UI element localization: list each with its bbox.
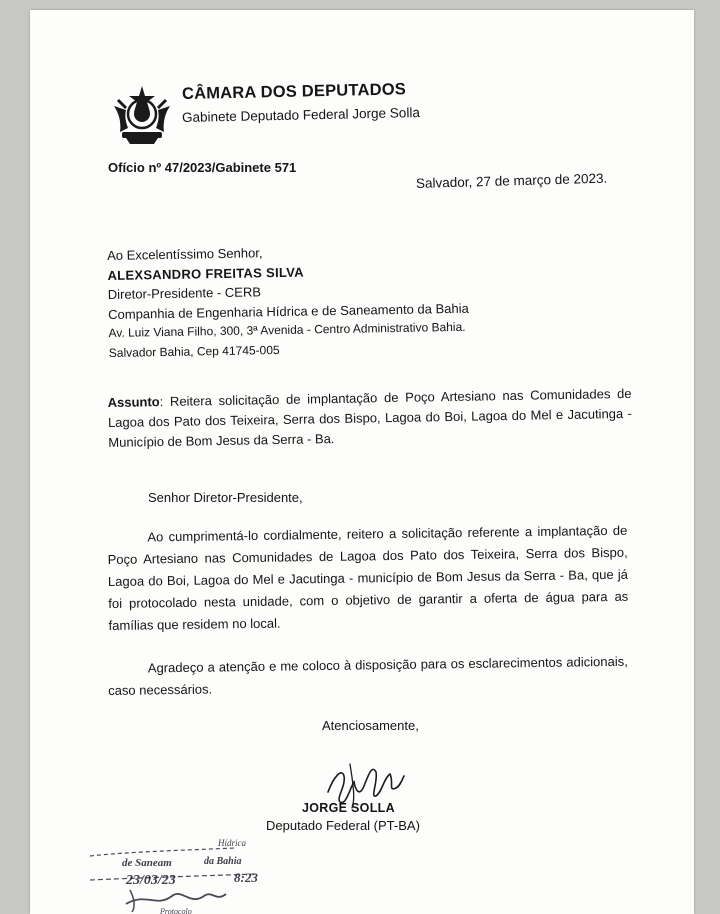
recipient-city: Salvador Bahia, Cep 41745-005 — [108, 342, 280, 360]
stamp-line-6: Protocolo — [160, 907, 192, 914]
subject-text: Reitera solicitação de implantação de Poço Artesiano nas Comunidades de Lagoa dos Pato dos Teixeira, Serra dos Bispo, Lagoa do Boi, Lagoa do Mel e Jacutinga - Município de Bom Jesus da Serra - Ba. — [107, 385, 633, 450]
coat-of-arms-icon — [108, 84, 176, 146]
body-paragraph-2: Agradeço a atenção e me coloco à disposição para os esclarecimentos adicionais, caso necessários. — [108, 653, 628, 698]
subject-label: Assunto — [107, 394, 160, 411]
salutation: Senhor Diretor-Presidente, — [148, 490, 303, 505]
stamp-line-3: da Bahia — [204, 856, 242, 867]
stamp-line-2: de Saneam — [122, 857, 172, 869]
stamp-line-1: Hídrica — [218, 838, 246, 848]
letter-page — [30, 10, 694, 914]
recipient-address: Av. Luiz Viana Filho, 300, 3ª Avenida - Centro Administrativo Bahia. — [108, 319, 466, 340]
recipient-role: Diretor-Presidente - CERB — [107, 284, 262, 303]
stamp-line-5: 8:23 — [234, 870, 258, 885]
subject-block: Assunto: Reitera solicitação de implantação de Poço Artesiano nas Comunidades de Lagoa dos Pato dos Teixeira, Serra dos Bispo, Lagoa do Boi, Lagoa do Mel e Jacutinga - Município de Bom Jesus da Serra - Ba. — [107, 385, 633, 450]
signer-role: Deputado Federal (PT-BA) — [266, 818, 420, 833]
body-paragraph-1: Ao cumprimentá-lo cordialmente, reitero a solicitação referente a implantação de Poço Artesiano nas Comunidades de Lagoa dos Pato dos Teixeira, Serra dos Bispo, Lagoa do Boi, Lagoa do Mel e Jacutinga - município de Bom Jesus da Serra - Ba, que já foi protocolado nesta unidade, com o objetivo de garantir a oferta de água para as famílias que residem no local. — [107, 522, 629, 633]
recipient-company: Companhia de Engenharia Hídrica e de Saneamento da Bahia — [108, 300, 469, 322]
chamber-title: CÂMARA DOS DEPUTADOS — [181, 80, 407, 103]
letter-date: Salvador, 27 de março de 2023. — [415, 170, 608, 191]
oficio-number: Ofício nº 47/2023/Gabinete 571 — [108, 160, 297, 175]
protocol-stamp — [86, 836, 276, 914]
recipient-greeting: Ao Excelentíssimo Senhor, — [107, 245, 263, 264]
office-subtitle: Gabinete Deputado Federal Jorge Solla — [181, 105, 421, 125]
recipient-name: ALEXSANDRO FREITAS SILVA — [107, 264, 305, 283]
closing: Atenciosamente, — [322, 718, 419, 733]
stamp-line-4: 23/03/23 — [126, 873, 176, 888]
recipient-block — [107, 240, 470, 363]
signer-name: JORGE SOLLA — [302, 801, 395, 815]
